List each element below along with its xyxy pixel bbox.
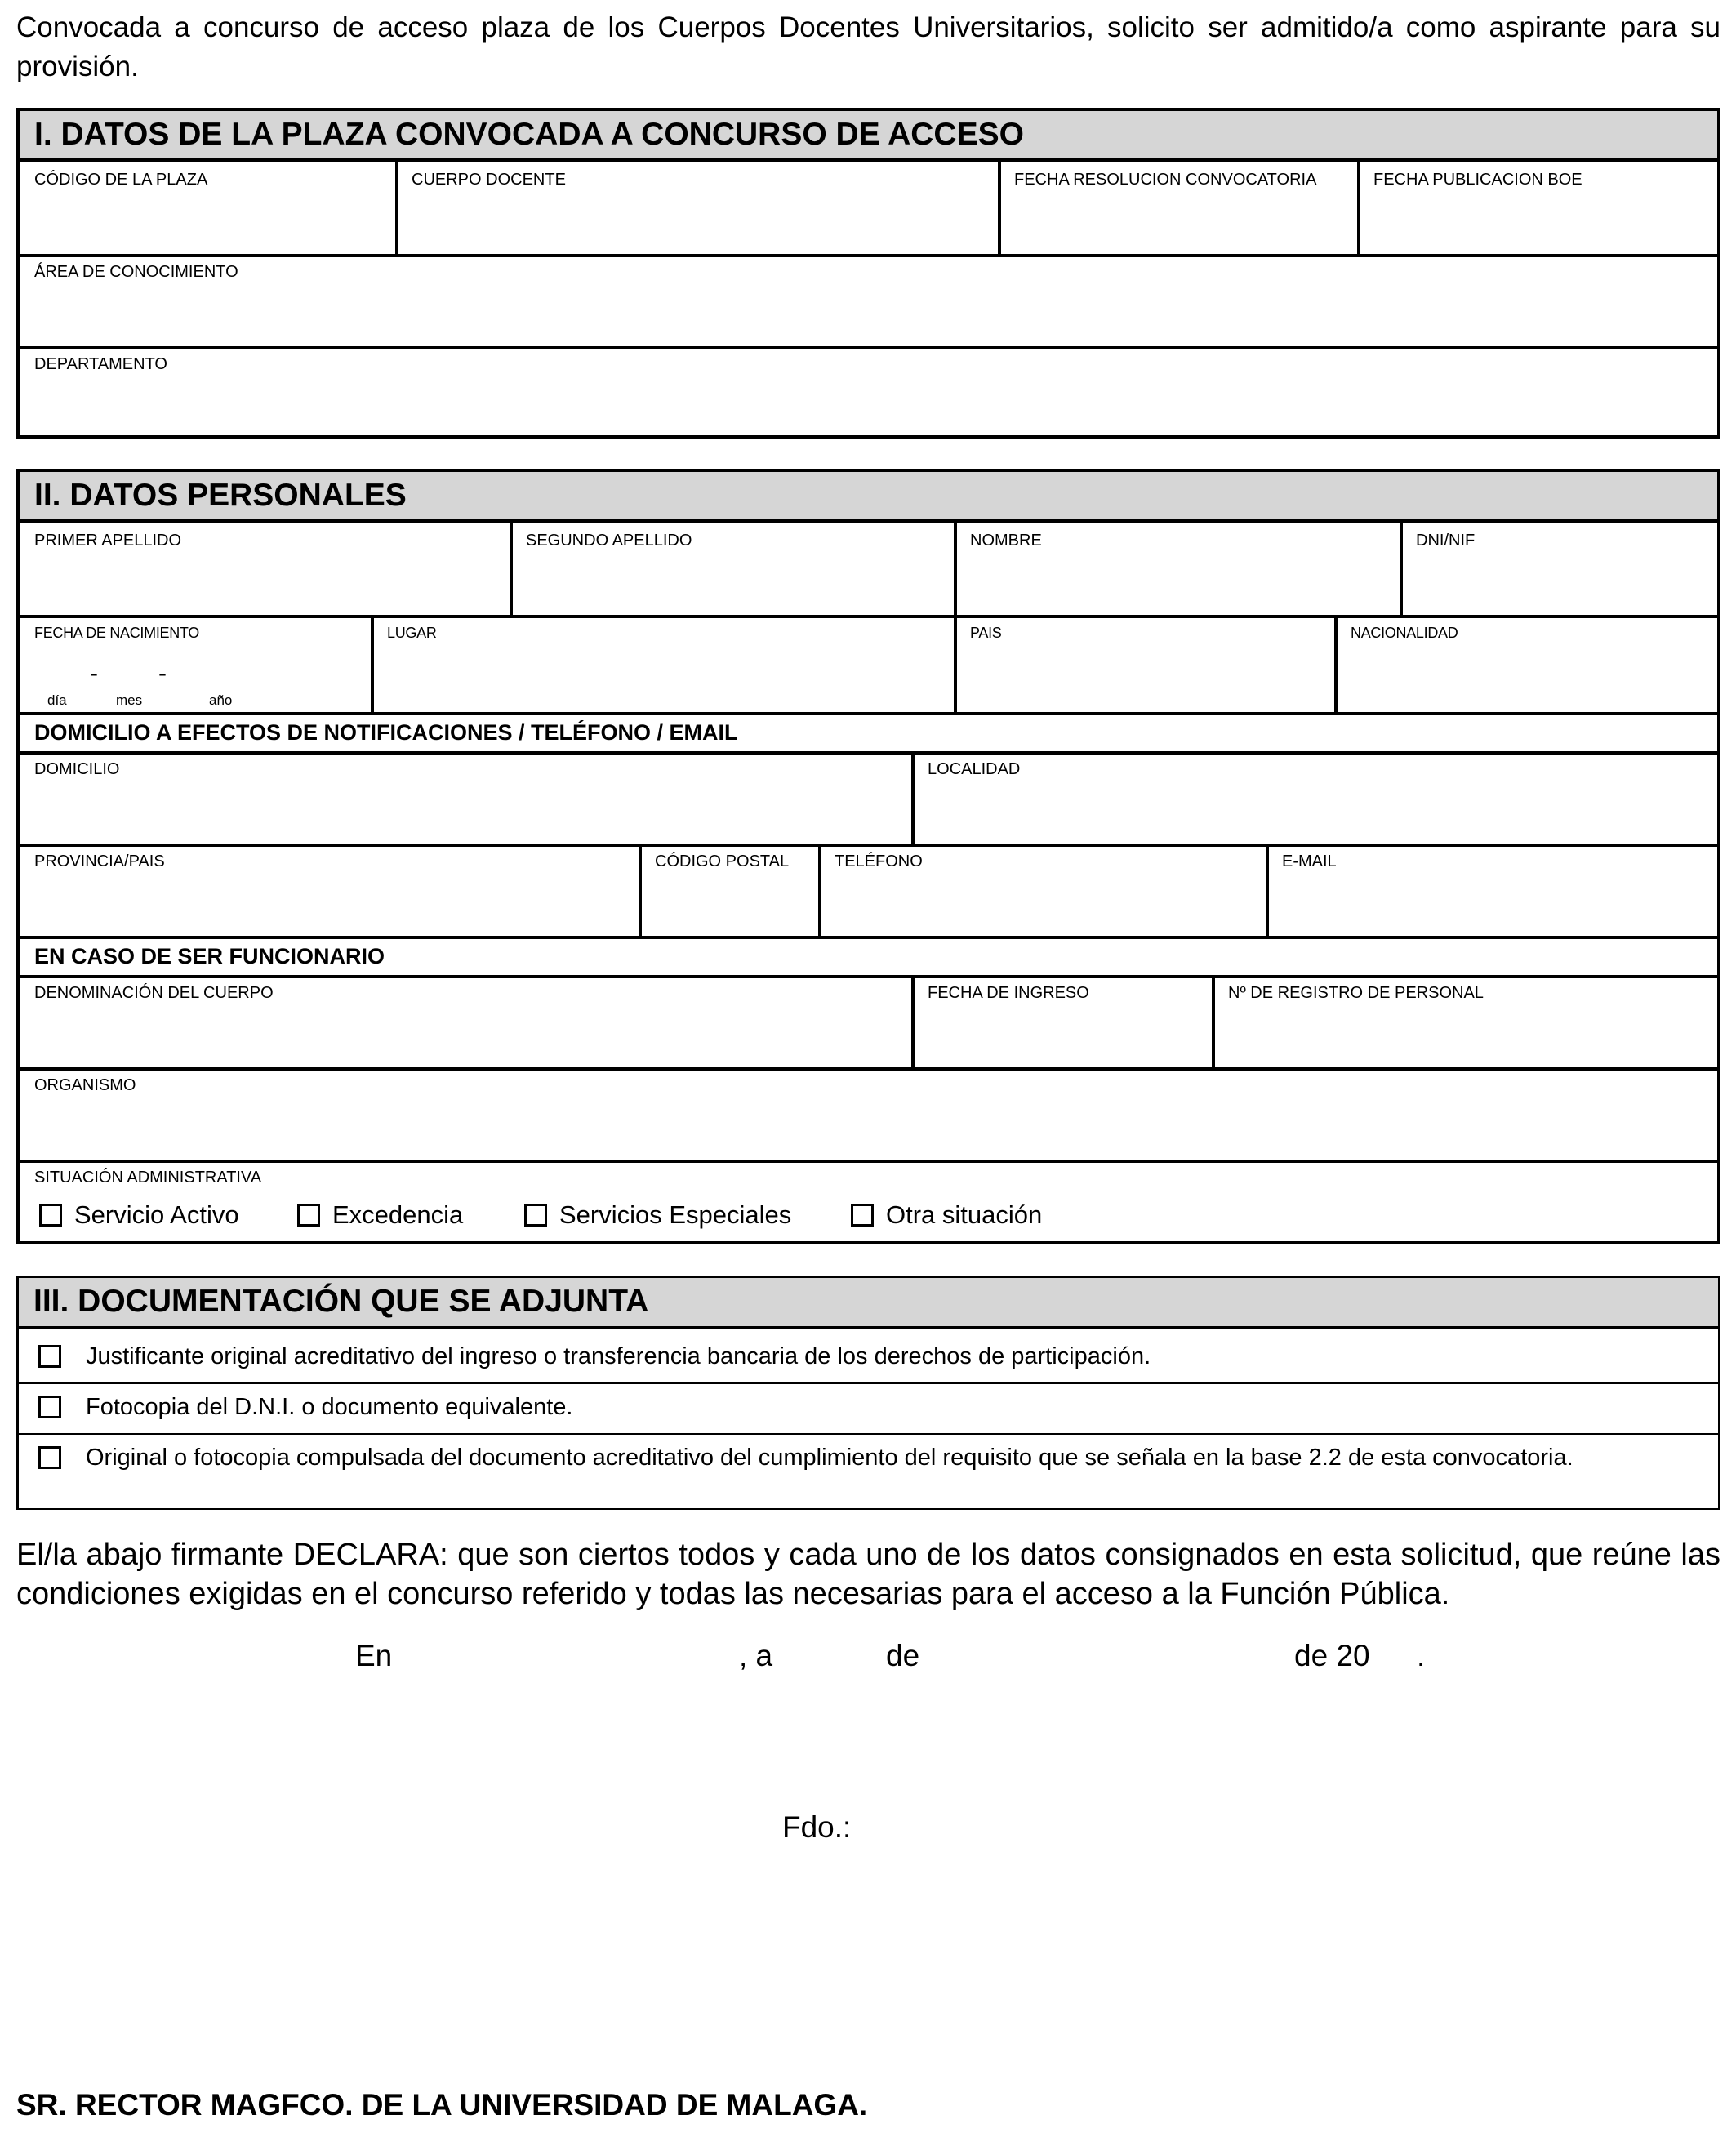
lugar-field[interactable]: LUGAR [387,625,437,641]
codigo-postal-field[interactable]: CÓDIGO POSTAL [655,853,790,870]
servicios-especiales-checkbox[interactable] [524,1204,547,1227]
domicilio-header: DOMICILIO A EFECTOS DE NOTIFICACIONES / TELÉFONO / EMAIL [34,720,738,745]
denominacion-cuerpo-field[interactable]: DENOMINACIÓN DEL CUERPO [34,984,274,1002]
mes-label: mes [116,692,143,708]
requisito-checkbox[interactable] [38,1446,61,1469]
servicio-activo-label: Servicio Activo [74,1200,239,1229]
telefono-field[interactable]: TELÉFONO [835,853,923,870]
dni-field[interactable]: DNI/NIF [1416,532,1476,550]
pais-field[interactable]: PAIS [970,625,1002,641]
dni-copia-checkbox[interactable] [38,1396,61,1418]
primer-apellido-field[interactable]: PRIMER APELLIDO [34,532,182,550]
signature-a: , a [739,1639,773,1672]
signature-en: En [355,1639,393,1672]
fecha-nacimiento-field[interactable]: FECHA DE NACIMIENTO [34,625,199,641]
intro-paragraph: Convocada a concurso de acceso plaza de los Cuerpos Docentes Universitarios, solicito ser admitido/a como aspirante para su provisión. [16,11,1720,82]
registro-personal-field[interactable]: Nº DE REGISTRO DE PERSONAL [1228,984,1484,1002]
localidad-field[interactable]: LOCALIDAD [928,760,1021,778]
excedencia-label: Excedencia [332,1200,464,1229]
justificante-checkbox[interactable] [38,1345,61,1368]
section-documentacion [16,1276,1720,1510]
organismo-field[interactable]: ORGANISMO [34,1076,136,1094]
addressee: SR. RECTOR MAGFCO. DE LA UNIVERSIDAD DE MALAGA. [16,2088,868,2121]
signature-de20: de 20 [1294,1639,1370,1672]
declaration: El/la abajo firmante DECLARA: que son ciertos todos y cada uno de los datos consignados en esta solicitud, que reúne las condiciones exigidas en el concurso referido y todas las necesarias para el acceso a la Función Pública. [16,1538,1720,1611]
signature-de: de [886,1639,920,1672]
excedencia-checkbox[interactable] [297,1204,320,1227]
section-datos-personales [16,469,1720,1244]
anio-label: año [209,692,233,708]
nombre-field[interactable]: NOMBRE [970,532,1042,550]
servicio-activo-checkbox[interactable] [39,1204,62,1227]
dia-label: día [47,692,67,708]
provincia-field[interactable]: PROVINCIA/PAIS [34,853,165,870]
cuerpo-docente-field[interactable]: CUERPO DOCENTE [412,171,566,189]
dni-copia-label: Fotocopia del D.N.I. o documento equivalente. [86,1394,573,1420]
requisito-label: Original o fotocopia compulsada del documento acreditativo del cumplimiento del requisito que se señala en la base 2.2 de esta convocatoria. [86,1445,1574,1471]
otra-situacion-label: Otra situación [886,1200,1043,1229]
signature-fdo: Fdo.: [782,1810,852,1844]
fecha-resolucion-field[interactable]: FECHA RESOLUCION CONVOCATORIA [1014,171,1317,189]
codigo-plaza-field[interactable]: CÓDIGO DE LA PLAZA [34,171,208,189]
segundo-apellido-field[interactable]: SEGUNDO APELLIDO [526,532,692,550]
otra-situacion-checkbox[interactable] [851,1204,874,1227]
email-field[interactable]: E-MAIL [1282,853,1337,870]
servicios-especiales-label: Servicios Especiales [559,1200,792,1229]
nacionalidad-field[interactable]: NACIONALIDAD [1351,625,1458,641]
situacion-administrativa-label: SITUACIÓN ADMINISTRATIVA [34,1169,262,1186]
date-separator: - [90,660,98,687]
area-conocimiento-field[interactable]: ÁREA DE CONOCIMIENTO [34,263,238,281]
section-plaza-title: I. DATOS DE LA PLAZA CONVOCADA A CONCURSO DE ACCESO [20,111,1717,162]
fecha-ingreso-field[interactable]: FECHA DE INGRESO [928,984,1089,1002]
fecha-boe-field[interactable]: FECHA PUBLICACION BOE [1373,171,1582,189]
date-separator: - [158,660,167,687]
funcionario-header: EN CASO DE SER FUNCIONARIO [34,944,385,968]
section-personal-title: II. DATOS PERSONALES [20,472,1717,523]
section-documentacion-title: III. DOCUMENTACIÓN QUE SE ADJUNTA [19,1278,1718,1329]
justificante-label: Justificante original acreditativo del ingreso o transferencia bancaria de los derechos de participación. [86,1343,1151,1369]
domicilio-field[interactable]: DOMICILIO [34,760,120,778]
section-plaza [16,108,1720,439]
departamento-field[interactable]: DEPARTAMENTO [34,355,167,373]
signature-dot: . [1417,1639,1426,1672]
